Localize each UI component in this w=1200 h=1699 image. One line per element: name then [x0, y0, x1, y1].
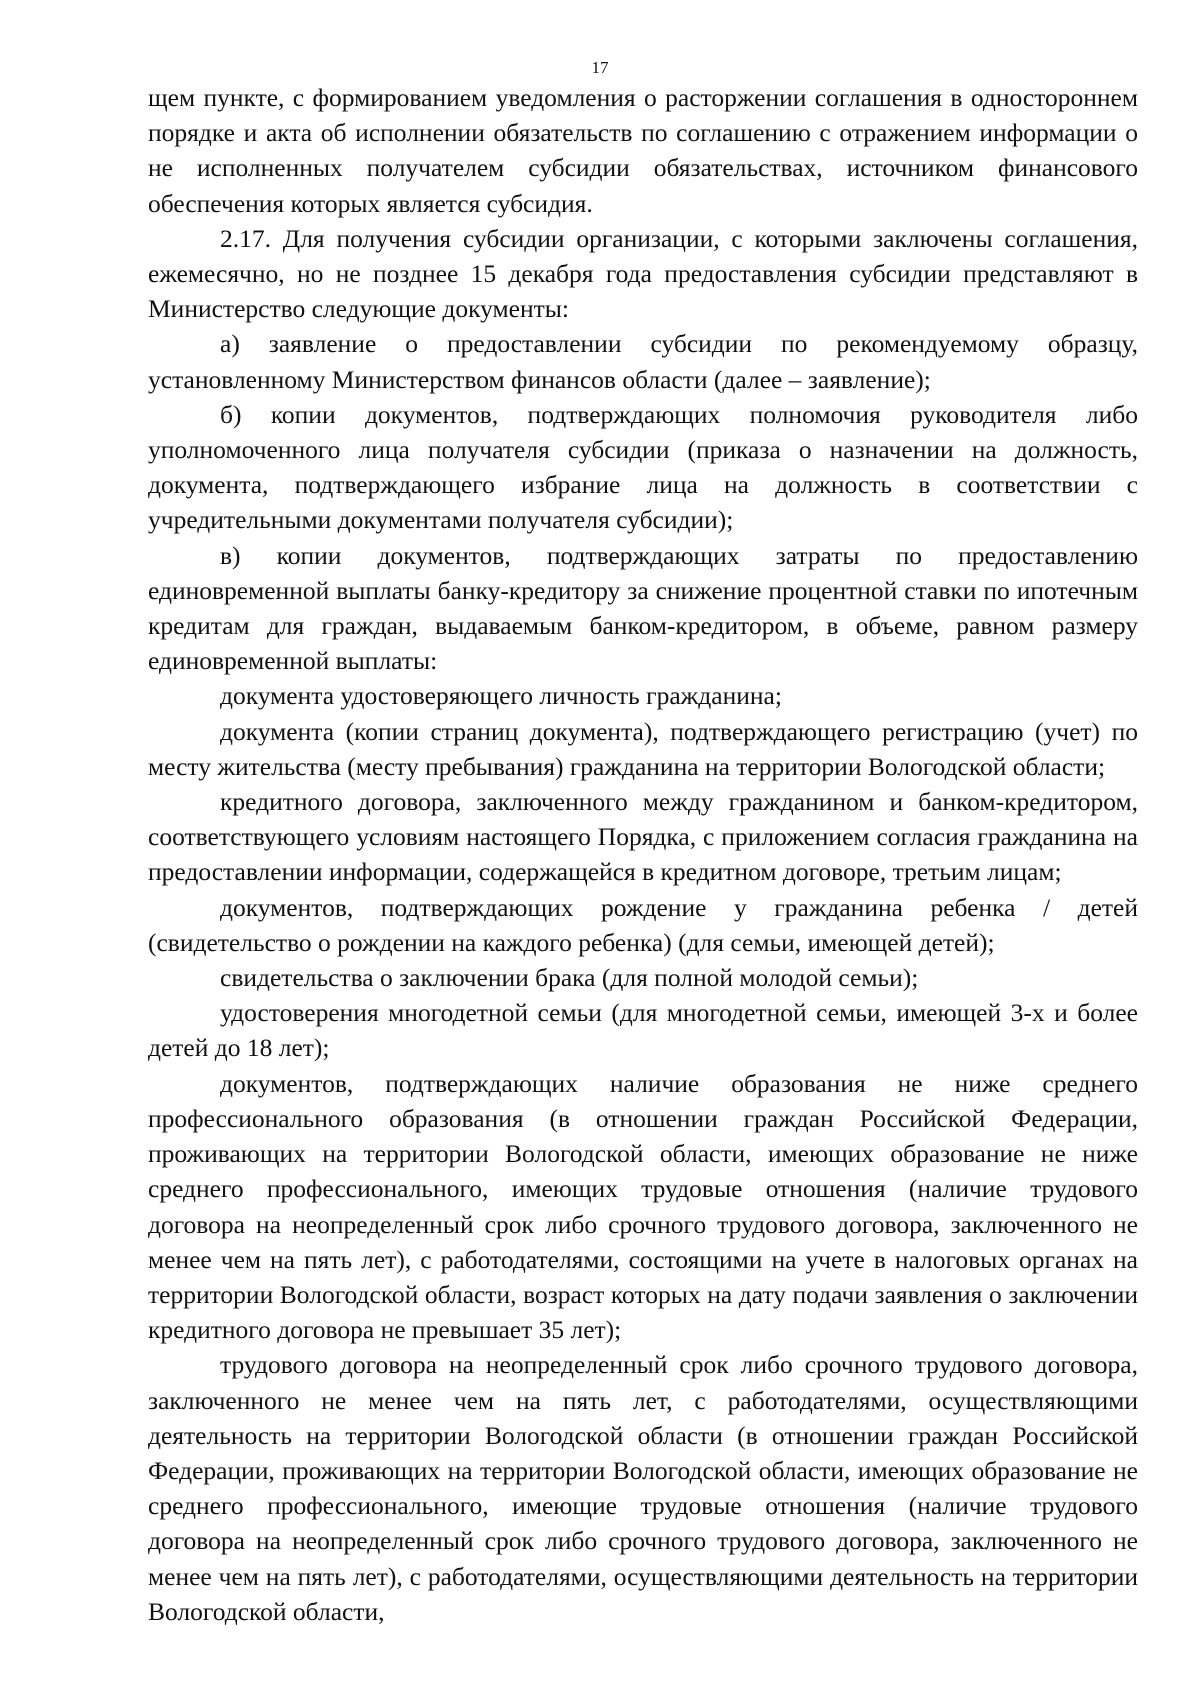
paragraph-item-a: а) заявление о предоставлении субсидии по рекомендуемому образцу, установленному Министерством финансов области (далее – заявление);	[148, 329, 1138, 394]
paragraph-credit-agreement: кредитного договора, заключенного между гражданином и банком-кредитором, соответствующего условиям настоящего Порядка, с приложением согласия гражданина на предоставлении информации, содержащейся в кредитном договоре, третьим лицам;	[148, 787, 1138, 887]
paragraph-education-documents: документов, подтверждающих наличие образования не ниже среднего профессионального образования (в отношении граждан Российской Федерации, проживающих на территории Вологодской области, имеющих образование не ниже среднего профессионального, имеющих трудовые отношения (наличие трудового договора на неопределенный срок либо срочного трудового договора, заключенного не менее чем на пять лет), с работодателями, состоящими на учете в налоговых органах на территории Вологодской области, возраст которых на дату подачи заявления о заключении кредитного договора не превышает 35 лет);	[148, 1068, 1138, 1345]
page-number: 17	[591, 58, 609, 77]
paragraph-item-v: в) копии документов, подтверждающих затраты по предоставлению единовременной выплаты банку-кредитору за снижение процентной ставки по ипотечным кредитам для граждан, выдаваемым банком-кредитором, в объеме, равном размеру единовременной выплаты:	[148, 540, 1138, 676]
paragraph-marriage-certificate: свидетельства о заключении брака (для полной молодой семьи);	[220, 963, 919, 993]
paragraph-2-17: 2.17. Для получения субсидии организации, с которыми заключены соглашения, ежемесячно, но не позднее 15 декабря года предоставления субсидии представляют в Министерство следующие документы:	[148, 223, 1138, 324]
document-body	[148, 80, 1138, 1629]
paragraph-continuation: щем пункте, с формированием уведомления о расторжении соглашения в одностороннем порядке и акта об исполнении обязательств по соглашению с отражением информации о не исполненных получателем субсидии обязательствах, источником финансового обеспечения которых является субсидия.	[148, 83, 1138, 218]
paragraph-birth-documents: документов, подтверждающих рождение у гражданина ребенка / детей (свидетельство о рождении на каждого ребенка) (для семьи, имеющей детей);	[148, 892, 1138, 957]
paragraph-item-b: б) копии документов, подтверждающих полномочия руководителя либо уполномоченного лица получателя субсидии (приказа о назначении на должность, документа, подтверждающего избрание лица на должность в соответствии с учредительными документами получателя субсидии);	[148, 399, 1138, 535]
paragraph-registration-document: документа (копии страниц документа), подтверждающего регистрацию (учет) по месту жительства (месту пребывания) гражданина на территории Вологодской области;	[148, 716, 1138, 781]
paragraph-employment-contract: трудового договора на неопределенный срок либо срочного трудового договора, заключенного не менее чем на пять лет, с работодателями, осуществляющими деятельность на территории Вологодской области (в отношении граждан Российской Федерации, проживающих на территории Вологодской области, имеющих образование не среднего профессионального, имеющие трудовые отношения (наличие трудового договора на неопределенный срок либо срочного трудового договора, заключенного не менее чем на пять лет), с работодателями, осуществляющими деятельность на территории Вологодской области,	[148, 1350, 1138, 1626]
paragraph-identity-document: документа удостоверяющего личность гражданина;	[220, 681, 782, 711]
paragraph-large-family-certificate: удостоверения многодетной семьи (для многодетной семьи, имеющей 3-х и более детей до 18 лет);	[148, 998, 1138, 1063]
